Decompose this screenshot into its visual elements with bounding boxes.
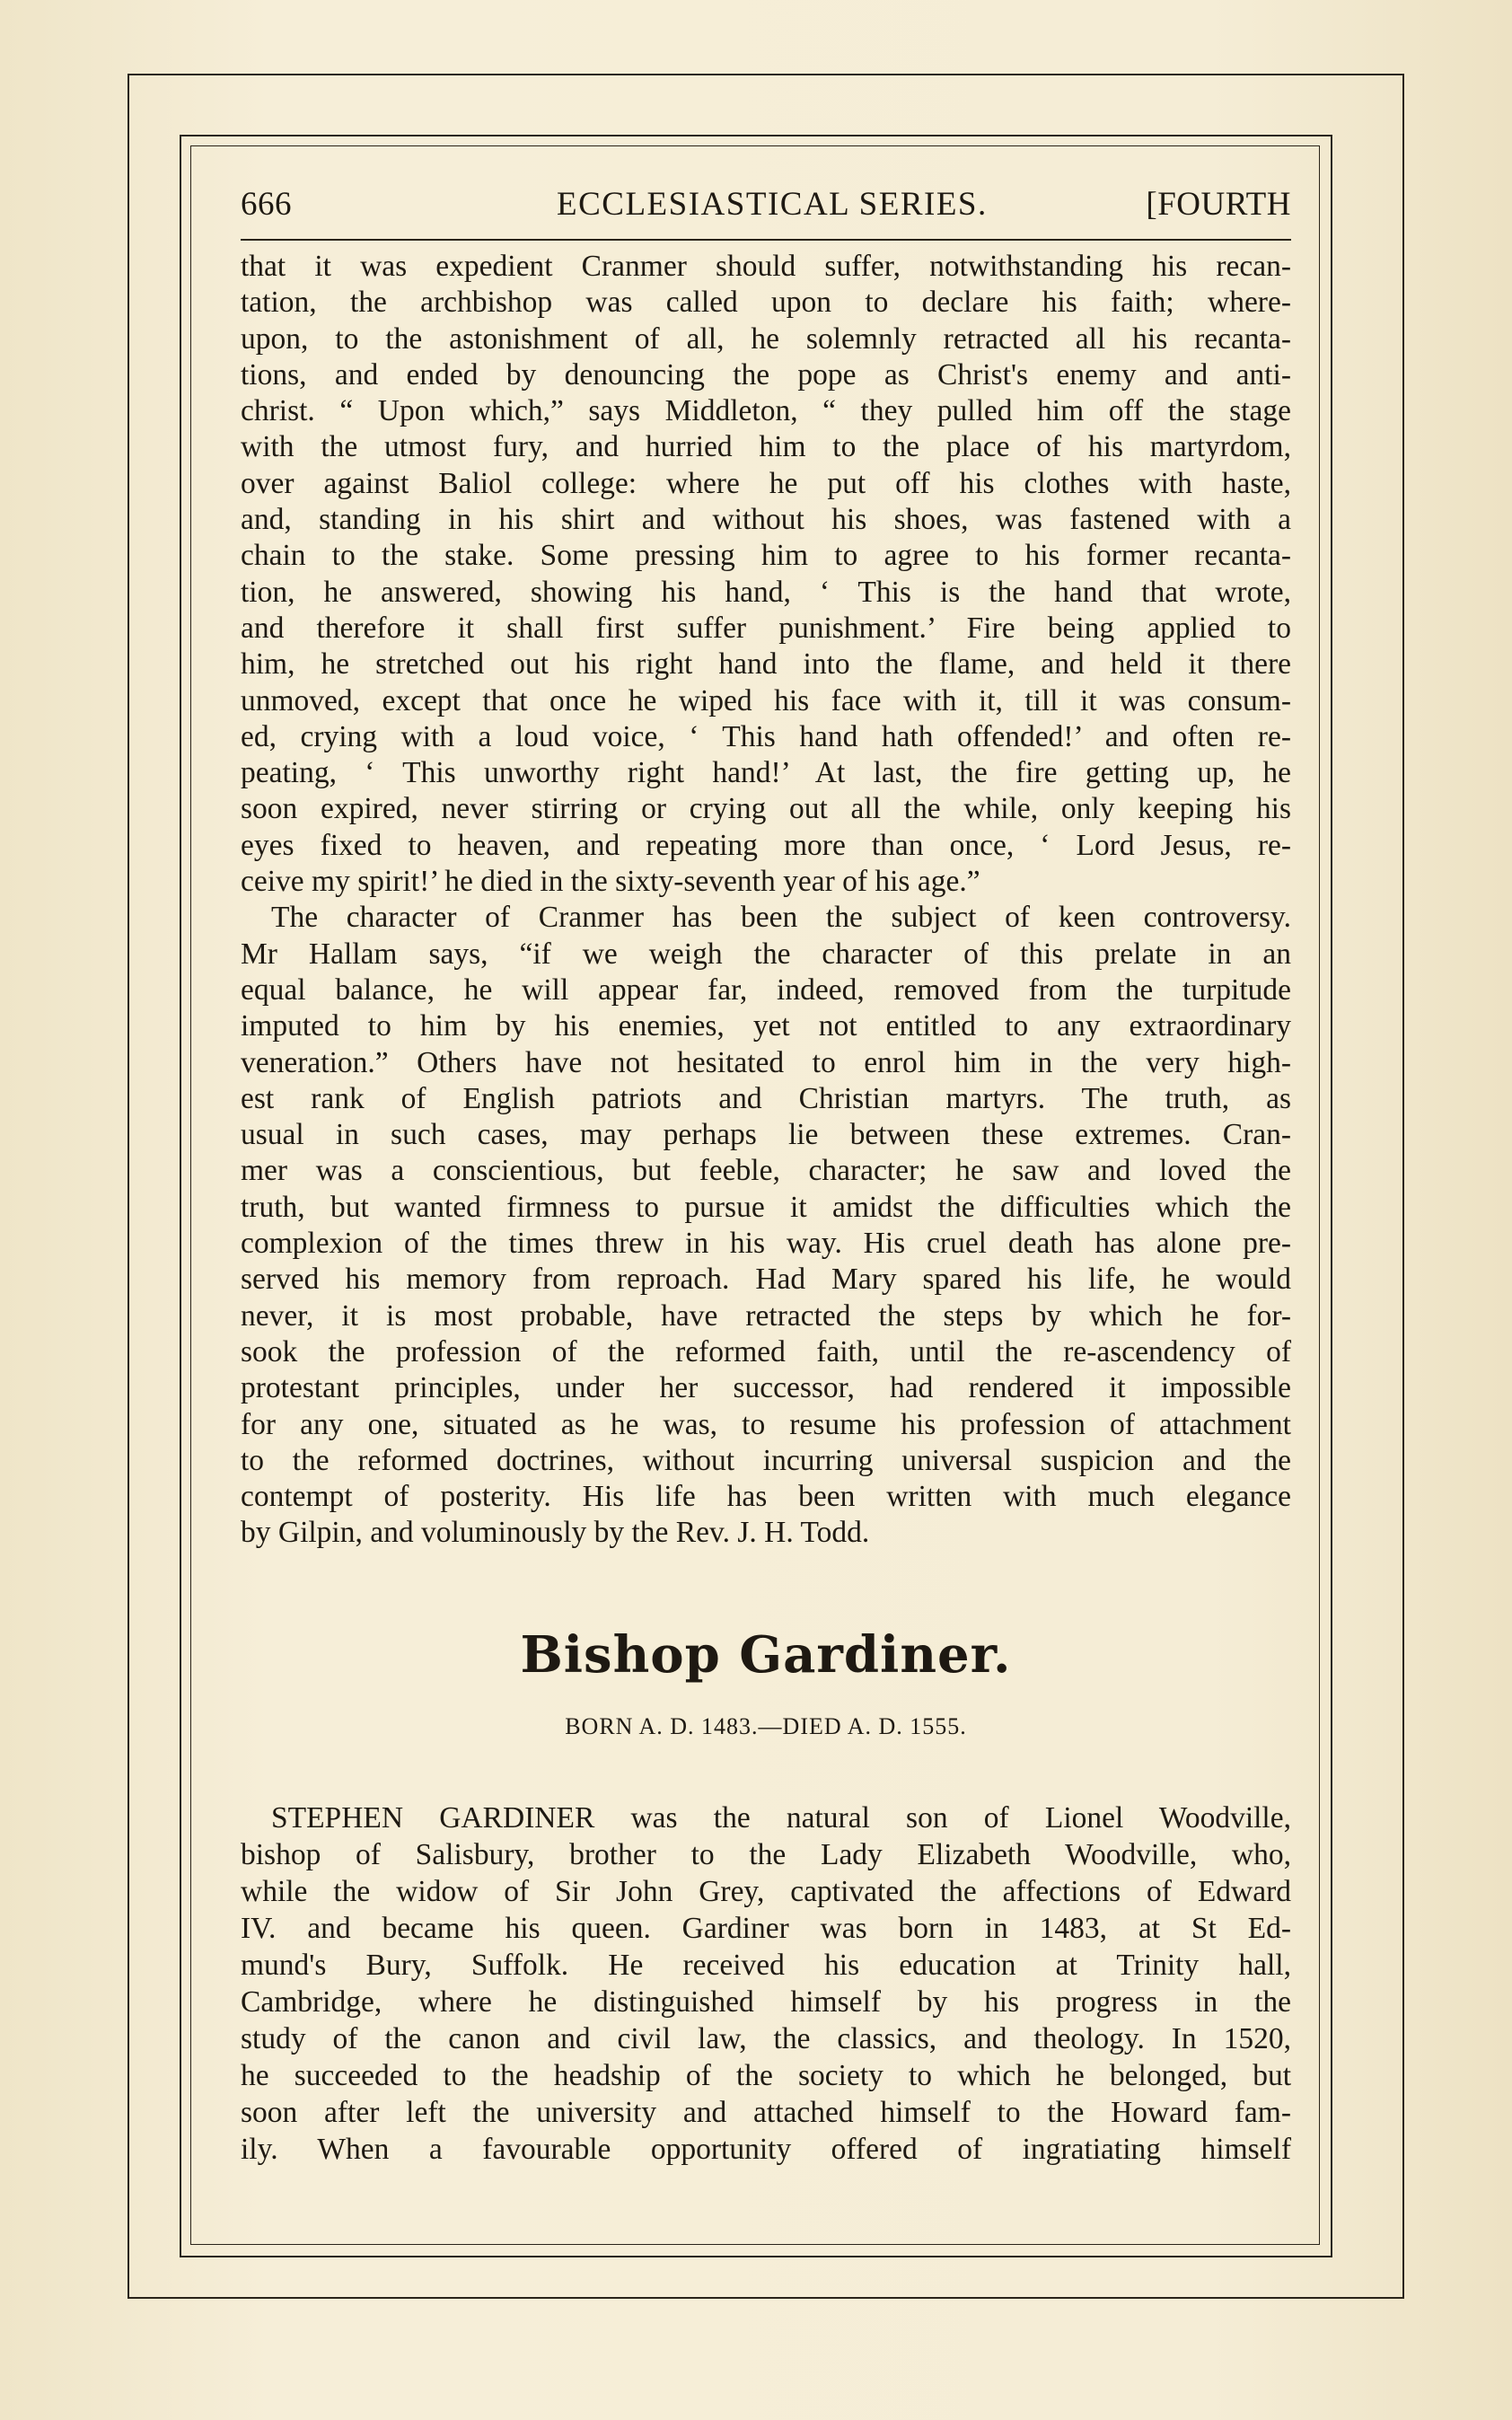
- cranmer-text: [241, 249, 1291, 1552]
- text-line: and, standing in his shirt and without his shoes, was fastened with a: [241, 503, 1291, 537]
- text-line: never, it is most probable, have retracted the steps by which he for-: [241, 1298, 1291, 1333]
- text-line: contempt of posterity. His life has been written with much elegance: [241, 1480, 1291, 1514]
- text-line: The character of Cranmer has been the subject of keen controversy.: [271, 901, 1291, 935]
- text-line: and therefore it shall first suffer punishment.’ Fire being applied to: [241, 611, 1291, 645]
- text-line: study of the canon and civil law, the classics, and theology. In 1520,: [241, 2022, 1291, 2055]
- text-line: served his memory from reproach. Had Mary spared his life, he would: [241, 1263, 1291, 1297]
- text-line: tation, the archbishop was called upon to declare his faith; where-: [241, 286, 1291, 320]
- text-line: mund's Bury, Suffolk. He received his education at Trinity hall,: [241, 1949, 1291, 1982]
- text-line: est rank of English patriots and Christian martyrs. The truth, as: [241, 1081, 1291, 1115]
- section-dates: BORN A. D. 1483.—DIED A. D. 1555.: [565, 1713, 967, 1739]
- text-line: chain to the stake. Some pressing him to agree to his former recanta-: [241, 539, 1291, 573]
- text-line: truth, but wanted firmness to pursue it amidst the difficulties which the: [241, 1190, 1291, 1224]
- text-line: sook the profession of the reformed faith, until the re-ascendency of: [241, 1334, 1291, 1368]
- text-line: to the reformed doctrines, without incurring universal suspicion and the: [241, 1443, 1291, 1477]
- text-line: equal balance, he will appear far, indeed, removed from the turpitude: [241, 972, 1291, 1007]
- text-line: over against Baliol college: where he put off his clothes with haste,: [241, 466, 1291, 500]
- text-line: eyes fixed to heaven, and repeating more than once, ‘ Lord Jesus, re-: [241, 828, 1291, 862]
- text-line: soon after left the university and attached himself to the Howard fam-: [241, 2096, 1291, 2129]
- text-line: christ. “ Upon which,” says Middleton, “ they pulled him off the stage: [241, 394, 1291, 428]
- running-head: [241, 176, 1291, 230]
- text-line: he succeeded to the headship of the society to which he belonged, but: [241, 2059, 1291, 2092]
- text-line: with the utmost fury, and hurried him to the place of his martyrdom,: [241, 430, 1291, 464]
- text-line: bishop of Salisbury, brother to the Lady Elizabeth Woodville, who,: [241, 1838, 1291, 1871]
- text-line: tion, he answered, showing his hand, ‘ This is the hand that wrote,: [241, 575, 1291, 609]
- text-line: ceive my spirit!’ he died in the sixty-seventh year of his age.”: [241, 865, 980, 899]
- gardiner-text: [241, 1800, 1291, 2168]
- header-rule: [241, 239, 1291, 241]
- page-number: 666: [241, 186, 292, 223]
- section-title: Bishop Gardiner.: [520, 1625, 1012, 1685]
- text-line: by Gilpin, and voluminously by the Rev. J. H. Todd.: [241, 1516, 870, 1550]
- text-line: protestant principles, under her successor, had rendered it impossible: [241, 1371, 1291, 1405]
- series-title: ECCLESIASTICAL SERIES.: [557, 186, 988, 223]
- text-line: mer was a conscientious, but feeble, character; he saw and loved the: [241, 1154, 1291, 1188]
- text-line: upon, to the astonishment of all, he solemnly retracted all his recanta-: [241, 321, 1291, 356]
- text-line: that it was expedient Cranmer should suffer, notwithstanding his recan-: [241, 250, 1291, 283]
- text-line: ily. When a favourable opportunity offered of ingratiating himself: [241, 2133, 1291, 2166]
- text-line: imputed to him by his enemies, yet not entitled to any extraordinary: [241, 1009, 1291, 1043]
- text-line: him, he stretched out his right hand into the flame, and held it there: [241, 647, 1291, 682]
- text-line: for any one, situated as he was, to resume his profession of attachment: [241, 1407, 1291, 1441]
- text-line: Mr Hallam says, “if we weigh the character of this prelate in an: [241, 937, 1291, 971]
- text-line: Cambridge, where he distinguished himself by his progress in the: [241, 1985, 1291, 2019]
- text-line: while the widow of Sir John Grey, captivated the affections of Edward: [241, 1875, 1291, 1908]
- text-line: complexion of the times threw in his way. His cruel death has alone pre-: [241, 1227, 1291, 1261]
- text-line: usual in such cases, may perhaps lie between these extremes. Cran-: [241, 1118, 1291, 1152]
- text-line: STEPHEN GARDINER was the natural son of Lionel Woodville,: [271, 1801, 1291, 1835]
- part-label: [FOURTH: [1146, 186, 1291, 223]
- text-line: ed, crying with a loud voice, ‘ This hand hath offended!’ and often re-: [241, 719, 1291, 753]
- text-line: peating, ‘ This unworthy right hand!’ At last, the fire getting up, he: [241, 756, 1291, 790]
- text-line: soon expired, never stirring or crying out all the while, only keeping his: [241, 792, 1291, 826]
- text-line: unmoved, except that once he wiped his face with it, till it was consum-: [241, 683, 1291, 717]
- text-line: tions, and ended by denouncing the pope as Christ's enemy and anti-: [241, 357, 1291, 392]
- text-line: veneration.” Others have not hesitated to enrol him in the very high-: [241, 1045, 1291, 1079]
- text-line: IV. and became his queen. Gardiner was born in 1483, at St Ed-: [241, 1912, 1291, 1945]
